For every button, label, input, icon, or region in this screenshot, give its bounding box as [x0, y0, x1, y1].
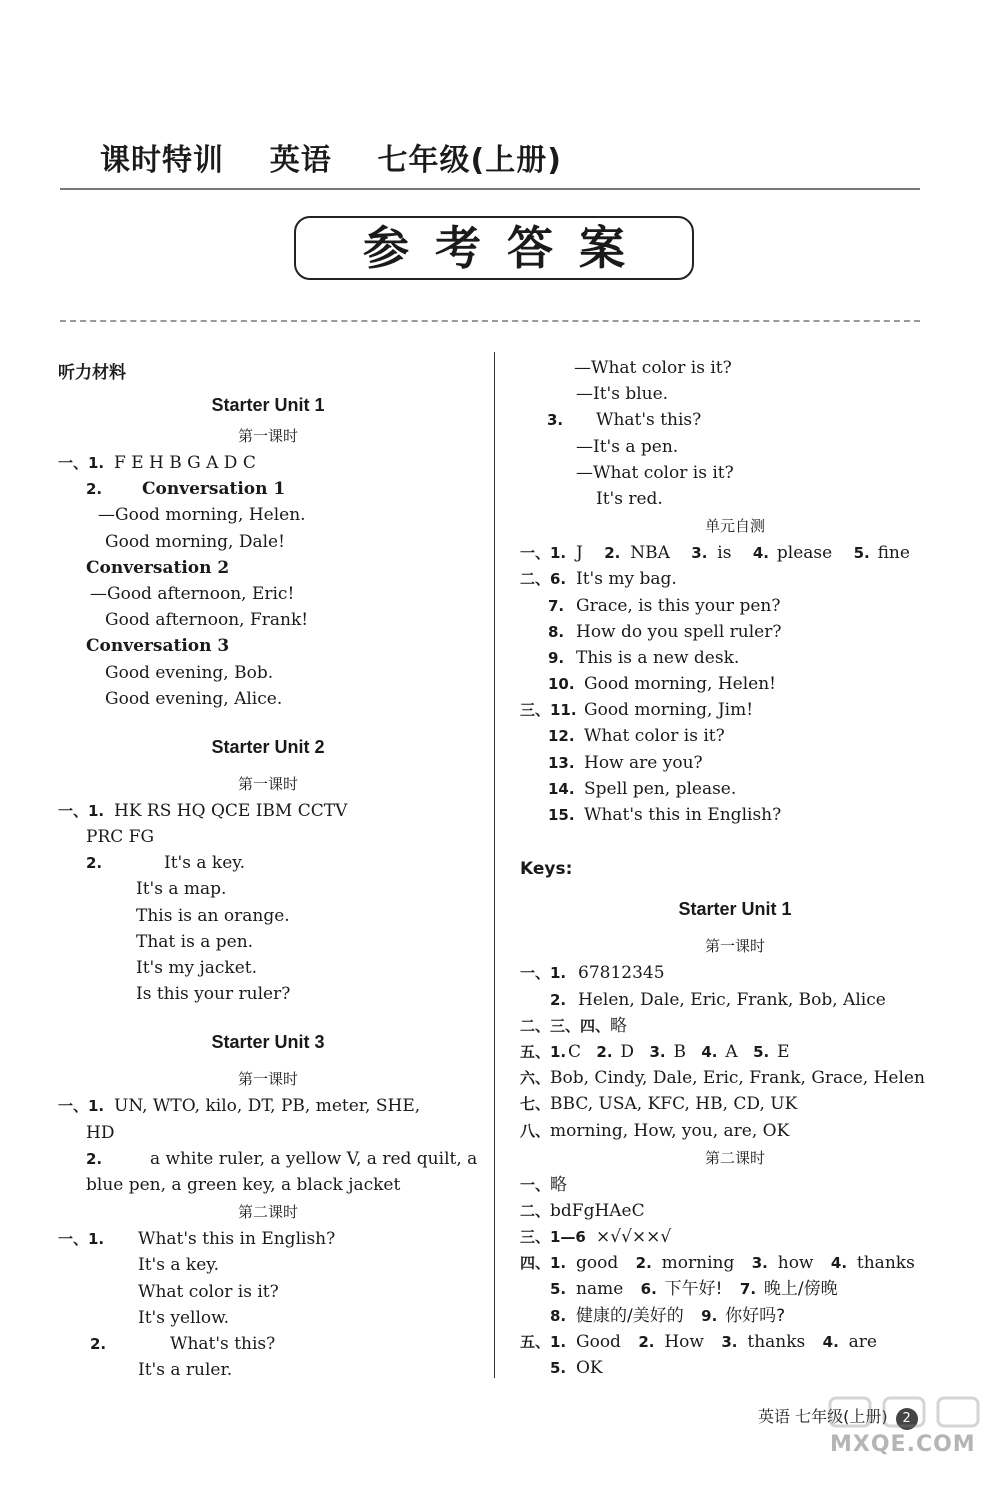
answer-line: 9. This is a new desk.	[548, 647, 740, 668]
keys-label: Keys:	[520, 859, 573, 880]
answer-line: 五、1. Good 2. How 3. thanks 4. are	[520, 1331, 877, 1352]
right-column	[520, 355, 950, 1381]
column-divider	[494, 352, 495, 1378]
dialog-line: —It's a pen.	[576, 436, 679, 457]
unit-title: Starter Unit 1	[678, 899, 792, 920]
dialog-line: It's a key.	[138, 1255, 219, 1276]
lesson-title: 第一课时	[237, 774, 298, 793]
dialog-line: It's a ruler.	[138, 1360, 233, 1381]
dialog-line: —What color is it?	[576, 462, 734, 483]
answer-line: 一、略	[520, 1174, 568, 1195]
dialog-line: It's red.	[596, 488, 663, 509]
banner-top-rule	[60, 188, 920, 190]
answer-line: 5. OK	[550, 1358, 603, 1378]
answer-line: 一、1. F E H B G A D C	[58, 453, 256, 473]
answer-line: 2. It's a key.	[86, 853, 245, 874]
answer-line: 三、11. Good morning, Jim!	[520, 700, 754, 721]
answer-line: 2. Conversation 1	[86, 479, 286, 500]
answer-line: 一、1. What's this in English?	[58, 1229, 336, 1250]
dialog-line: —Good morning, Helen.	[98, 505, 306, 526]
answer-line: 14. Spell pen, please.	[548, 778, 737, 799]
answer-line: 一、1. 67812345	[520, 963, 665, 984]
footer-text: 英语 七年级(上册)	[758, 1407, 888, 1426]
answer-line: blue pen, a green key, a black jacket	[86, 1174, 401, 1195]
lesson-title: 第二课时	[237, 1203, 298, 1222]
answer-line: 12. What color is it?	[548, 726, 725, 747]
answer-line: 五、1. C 2. D 3. B 4. A 5. E	[520, 1041, 790, 1062]
answer-line: 一、1. HK RS HQ QCE IBM CCTV	[58, 800, 348, 821]
dialog-line: Is this your ruler?	[136, 984, 291, 1005]
answer-line: 2. Helen, Dale, Eric, Frank, Bob, Alice	[550, 989, 886, 1010]
conversation-title: Conversation 2	[86, 557, 230, 578]
dialog-line: Good evening, Bob.	[105, 662, 274, 683]
watermark-text: MXQE.COM	[830, 1432, 976, 1457]
answer-line: 13. How are you?	[548, 752, 703, 773]
dialog-line: Good afternoon, Frank!	[105, 610, 309, 631]
answer-line: 8. 健康的/美好的 9. 你好吗?	[550, 1305, 786, 1326]
answer-line: 二、三、四、略	[520, 1015, 628, 1036]
dialog-line: It's a map.	[136, 879, 227, 900]
answer-line: HD	[86, 1122, 115, 1143]
answer-line: 7. Grace, is this your pen?	[548, 595, 781, 616]
answer-line: 2. a white ruler, a yellow V, a red quilt, a	[86, 1148, 478, 1169]
answer-line: 二、bdFgHAeC	[520, 1200, 645, 1221]
dialog-line: It's yellow.	[138, 1307, 230, 1328]
lesson-title: 第一课时	[237, 1070, 298, 1089]
dialog-line: That is a pen.	[136, 931, 254, 952]
answer-line: 八、morning, How, you, are, OK	[520, 1120, 790, 1141]
answer-line: 15. What's this in English?	[548, 805, 782, 825]
lesson-title: 第一课时	[237, 427, 298, 445]
answer-line: 七、BBC, USA, KFC, HB, CD, UK	[520, 1094, 798, 1115]
watermark-logo-icon	[824, 1392, 984, 1432]
unit-title: Starter Unit 3	[211, 1032, 325, 1053]
answer-line: 三、1—6 ×√√××√	[520, 1227, 672, 1248]
book-title: 课时特训 英语 七年级(上册)	[100, 143, 562, 178]
answer-line: PRC FG	[86, 827, 155, 848]
lesson-title: 第一课时	[704, 937, 765, 956]
unit-title: Starter Unit 1	[211, 395, 325, 415]
section-label: 听力材料	[58, 363, 126, 383]
answer-line: 3. What's this?	[547, 410, 702, 431]
dialog-line: —Good afternoon, Eric!	[90, 583, 295, 604]
conversation-title: Conversation 3	[86, 636, 230, 657]
answer-line: 2. What's this?	[90, 1333, 276, 1354]
answer-line: 二、6. It's my bag.	[520, 569, 677, 590]
answer-line: 10. Good morning, Helen!	[548, 674, 777, 695]
dialog-line: This is an orange.	[136, 905, 290, 926]
lesson-title: 第二课时	[704, 1148, 765, 1167]
unit-title: Starter Unit 2	[211, 736, 325, 757]
dialog-line: —What color is it?	[574, 358, 732, 378]
left-column	[58, 358, 478, 1383]
page-number: 2	[896, 1408, 918, 1430]
dialog-line: Good morning, Dale!	[105, 531, 285, 552]
answer-line: 四、1. good 2. morning 3. how 4. thanks	[520, 1253, 915, 1274]
answer-line: 一、1. UN, WTO, kilo, DT, PB, meter, SHE,	[58, 1096, 421, 1117]
dialog-line: Good evening, Alice.	[105, 688, 283, 709]
dialog-line: It's my jacket.	[136, 958, 258, 978]
answer-line: 六、Bob, Cindy, Dale, Eric, Frank, Grace, Helen	[520, 1068, 925, 1089]
dialog-line: —It's blue.	[576, 384, 669, 405]
answer-line: 8. How do you spell ruler?	[548, 621, 782, 642]
banner-bottom-rule	[60, 320, 920, 322]
answer-line: 5. name 6. 下午好! 7. 晚上/傍晚	[550, 1279, 838, 1300]
test-title: 单元自测	[704, 517, 765, 536]
answer-banner: 参考答案	[294, 216, 694, 280]
answer-line: 一、1. J 2. NBA 3. is 4. please 5. fine	[520, 543, 910, 564]
dialog-line: What color is it?	[138, 1281, 279, 1302]
